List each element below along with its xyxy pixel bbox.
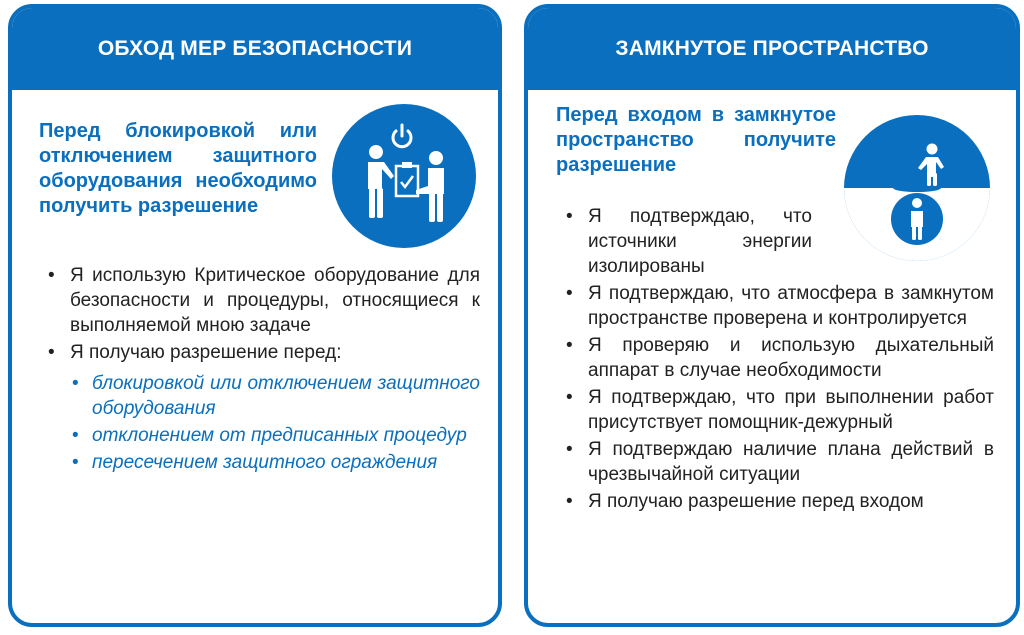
list-item-label: Я получаю разрешение перед: [70,342,342,363]
card-title: ЗАМКНУТОЕ ПРОСТРАНСТВО [528,8,1016,90]
card-intro: Перед блокировкой или отключением защитного оборудования необходимо получить разрешение [39,120,317,217]
card-intro: Перед входом в замкнутое пространство получите разрешение [556,104,836,176]
list-item: • Я получаю разрешение перед входом [564,489,994,514]
card-title: ОБХОД МЕР БЕЗОПАСНОСТИ [12,8,498,90]
list-item [46,340,480,475]
permit-handover-icon [332,104,476,248]
list-item: • Я подтверждаю, что источники энергии изолированы [564,204,812,279]
permit-conditions-list [70,371,480,475]
list-item: • Я подтверждаю наличие плана действий в чрезвычайной ситуации [564,437,994,487]
bypass-safety-card [8,4,502,627]
sub-list-item: • блокировкой или отключением защитного оборудования [70,371,480,421]
list-item: • Я проверяю и использую дыхательный аппарат в случае необходимости [564,333,994,383]
confined-space-card [524,4,1020,627]
requirements-list [564,204,994,516]
sub-list-item: • отклонением от предписанных процедур [70,423,480,448]
list-item: • Я использую Критическое оборудование для безопасности и процедуры, относящиеся к выполняемой мною задаче [46,263,480,338]
requirements-list [46,263,480,477]
list-item: • Я подтверждаю, что атмосфера в замкнутом пространстве проверена и контролируется [564,281,994,331]
sub-list-item: • пересечением защитного ограждения [70,450,480,475]
list-item: • Я подтверждаю, что при выполнении работ присутствует помощник-дежурный [564,385,994,435]
